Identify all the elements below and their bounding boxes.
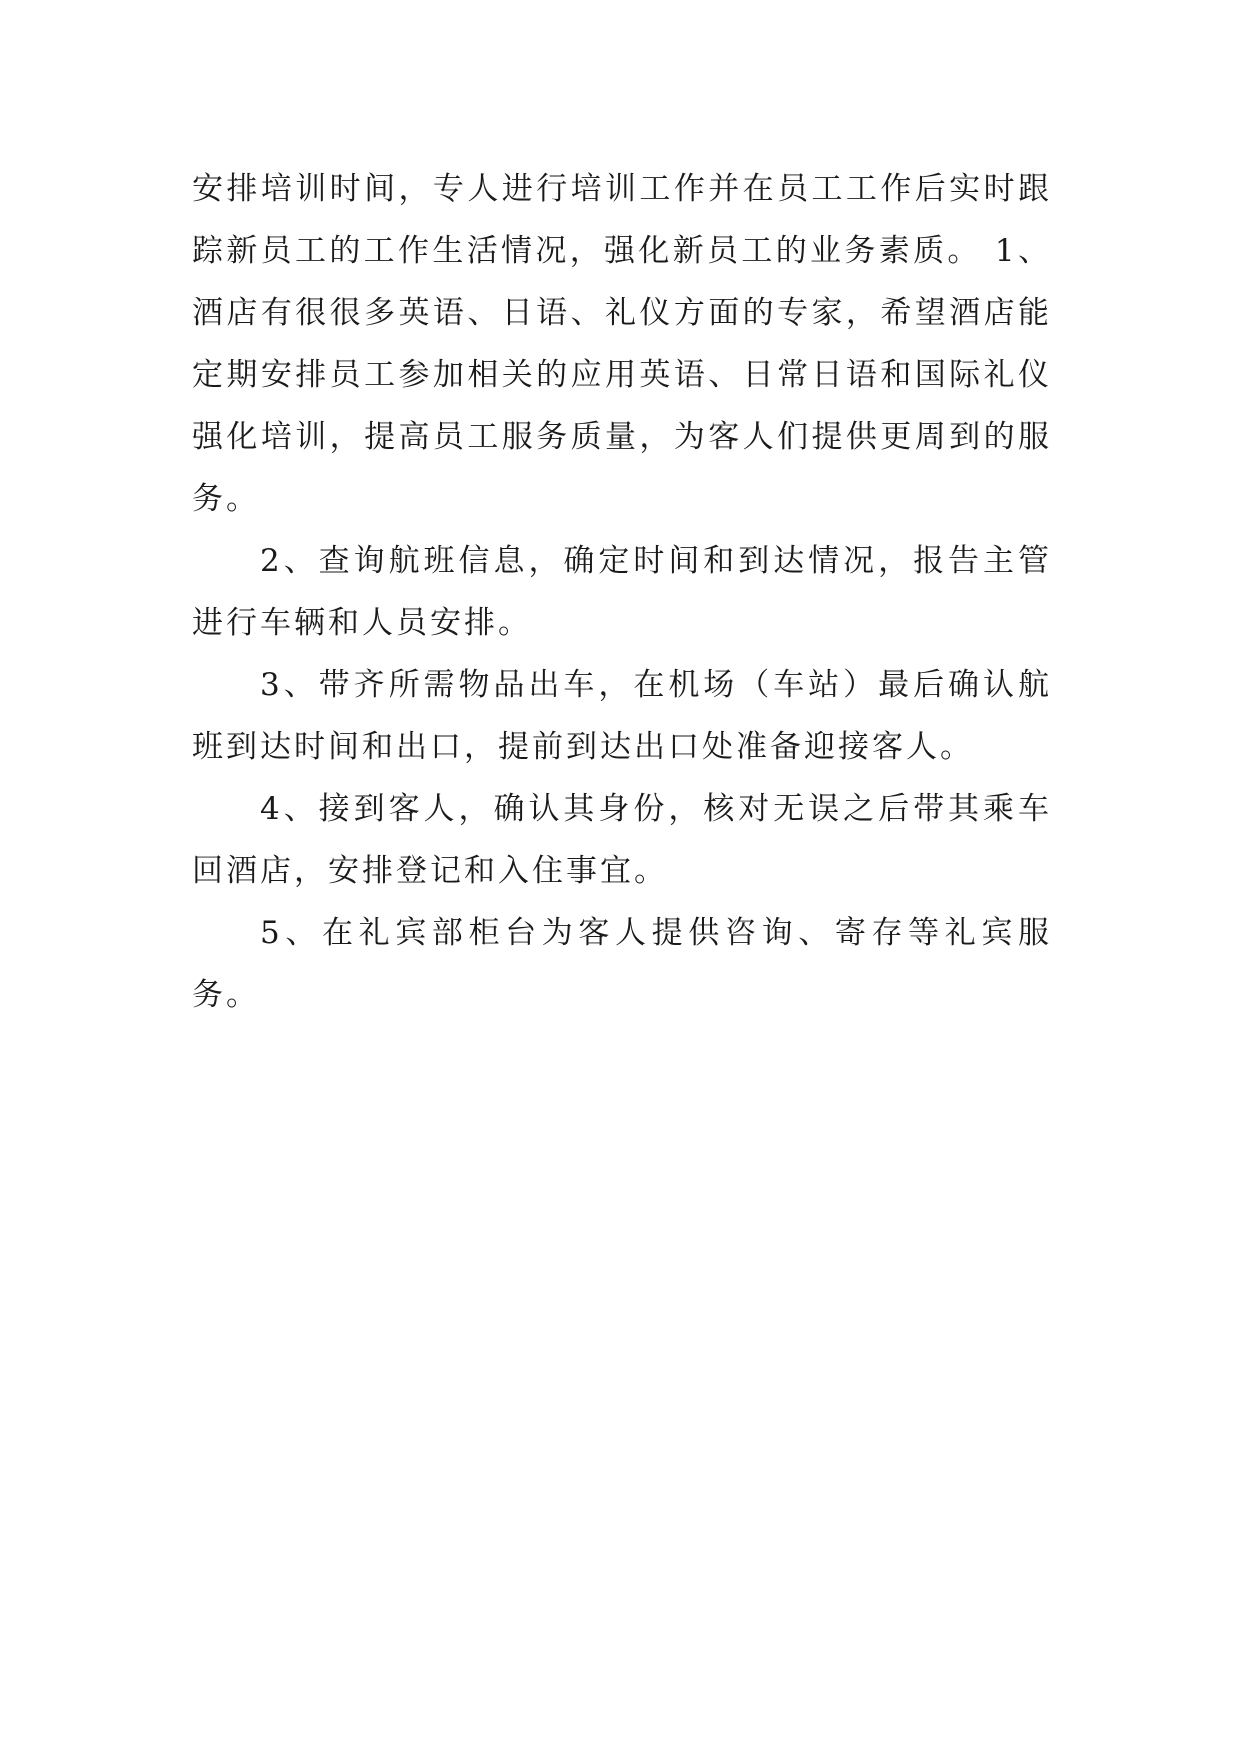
paragraph-training: 安排培训时间，专人进行培训工作并在员工工作后实时跟踪新员工的工作生活情况，强化新员工的业务素质。 1、酒店有很很多英语、日语、礼仪方面的专家，希望酒店能定期安排员工参加相关的应用英语、日常日语和国际礼仪强化培训，提高员工服务质量，为客人们提供更周到的服务。	[192, 171, 1052, 517]
paragraph-item-5: 5、在礼宾部柜台为客人提供咨询、寄存等礼宾服务。	[192, 915, 1052, 1013]
paragraph-item-2: 2、查询航班信息，确定时间和到达情况，报告主管进行车辆和人员安排。	[192, 543, 1052, 641]
document-body	[192, 158, 1052, 1026]
paragraph-item-3: 3、带齐所需物品出车，在机场（车站）最后确认航班到达时间和出口，提前到达出口处准备迎接客人。	[192, 667, 1052, 765]
paragraph-item-4: 4、接到客人，确认其身份，核对无误之后带其乘车回酒店，安排登记和入住事宜。	[192, 791, 1052, 889]
